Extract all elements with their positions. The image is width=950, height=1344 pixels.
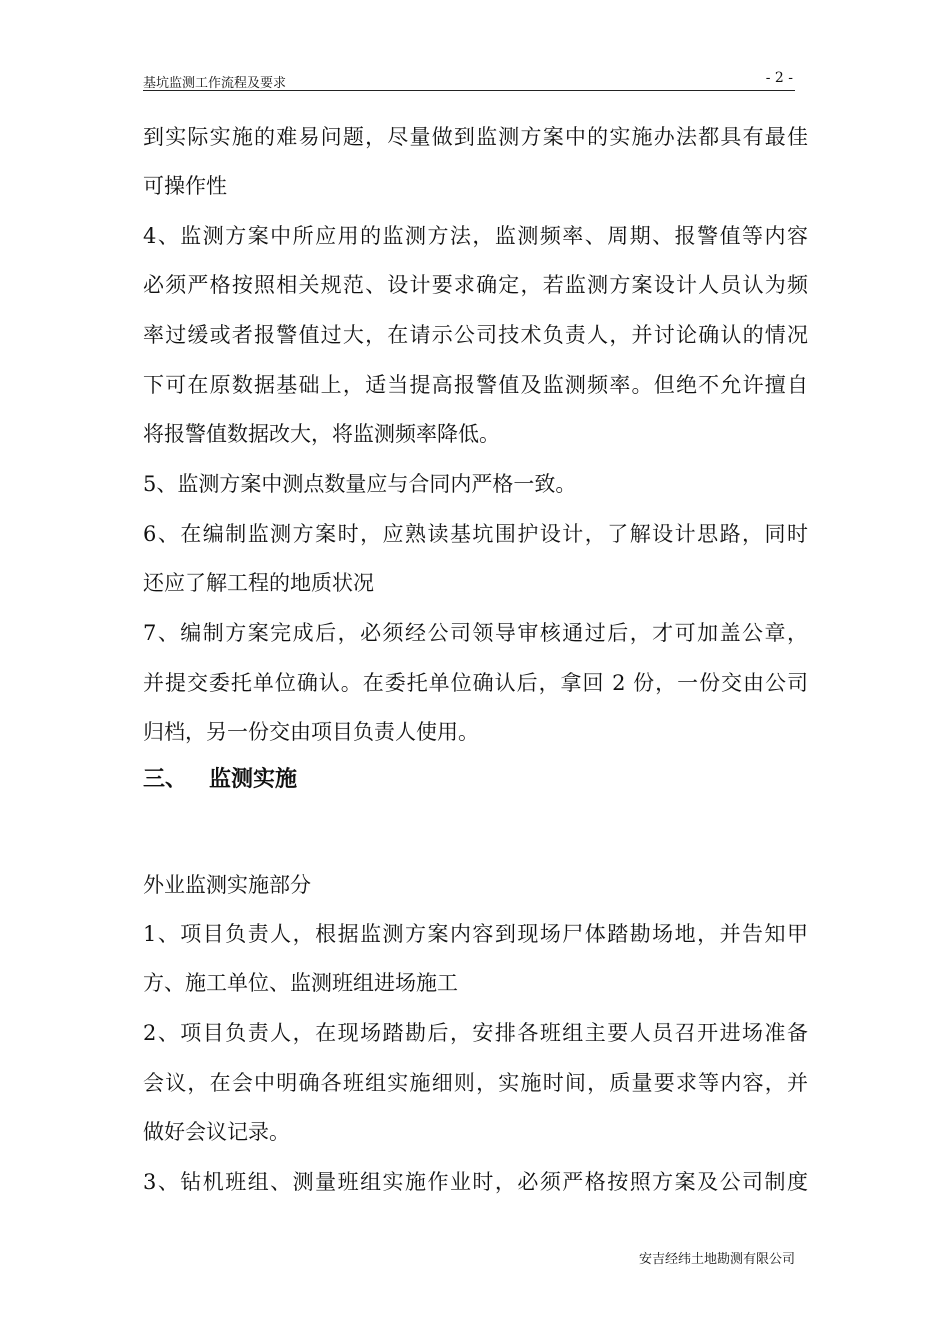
paragraph-line: 6、在编制监测方案时，应熟读基坑围护设计，了解设计思路，同时 [143, 522, 808, 546]
paragraph-line: 1、项目负责人，根据监测方案内容到现场尸体踏勘场地，并告知甲 [143, 922, 808, 946]
paragraph-line: 率过缓或者报警值过大，在请示公司技术负责人，并讨论确认的情况 [143, 323, 808, 347]
paragraph-line: 将报警值数据改大，将监测频率降低。 [143, 422, 500, 446]
page-number: - 2 - [765, 70, 793, 86]
paragraph-line: 7、编制方案完成后，必须经公司领导审核通过后，才可加盖公章， [143, 621, 808, 645]
section-title: 监测实施 [209, 767, 298, 792]
section-number: 三、 [143, 767, 188, 792]
paragraph-line: 到实际实施的难易问题，尽量做到监测方案中的实施办法都具有最佳 [143, 125, 808, 149]
paragraph-line: 5、监测方案中测点数量应与合同内严格一致。 [143, 472, 577, 496]
section-heading [143, 765, 297, 795]
page-header [143, 70, 795, 91]
paragraph-line: 还应了解工程的地质状况 [143, 571, 374, 595]
paragraph-line: 下可在原数据基础上，适当提高报警值及监测频率。但绝不允许擅自 [143, 373, 808, 397]
paragraph-line: 可操作性 [143, 174, 227, 198]
subheading: 外业监测实施部分 [143, 873, 311, 897]
paragraph-line: 必须严格按照相关规范、设计要求确定，若监测方案设计人员认为频 [143, 273, 808, 297]
paragraph-line: 归档，另一份交由项目负责人使用。 [143, 720, 479, 744]
paragraph-line: 并提交委托单位确认。在委托单位确认后，拿回 2 份，一份交由公司 [143, 671, 808, 695]
footer-company: 安吉经纬土地勘测有限公司 [638, 1252, 795, 1267]
paragraph-line: 方、施工单位、监测班组进场施工 [143, 971, 458, 995]
paragraph-line: 4、监测方案中所应用的监测方法，监测频率、周期、报警值等内容 [143, 224, 808, 248]
paragraph-line: 会议，在会中明确各班组实施细则，实施时间，质量要求等内容，并 [143, 1071, 808, 1095]
paragraph-line: 做好会议记录。 [143, 1120, 290, 1144]
header-title: 基坑监测工作流程及要求 [143, 76, 287, 91]
paragraph-line: 3、钻机班组、测量班组实施作业时，必须严格按照方案及公司制度 [143, 1170, 808, 1194]
paragraph-line: 2、项目负责人，在现场踏勘后，安排各班组主要人员召开进场准备 [143, 1021, 808, 1045]
